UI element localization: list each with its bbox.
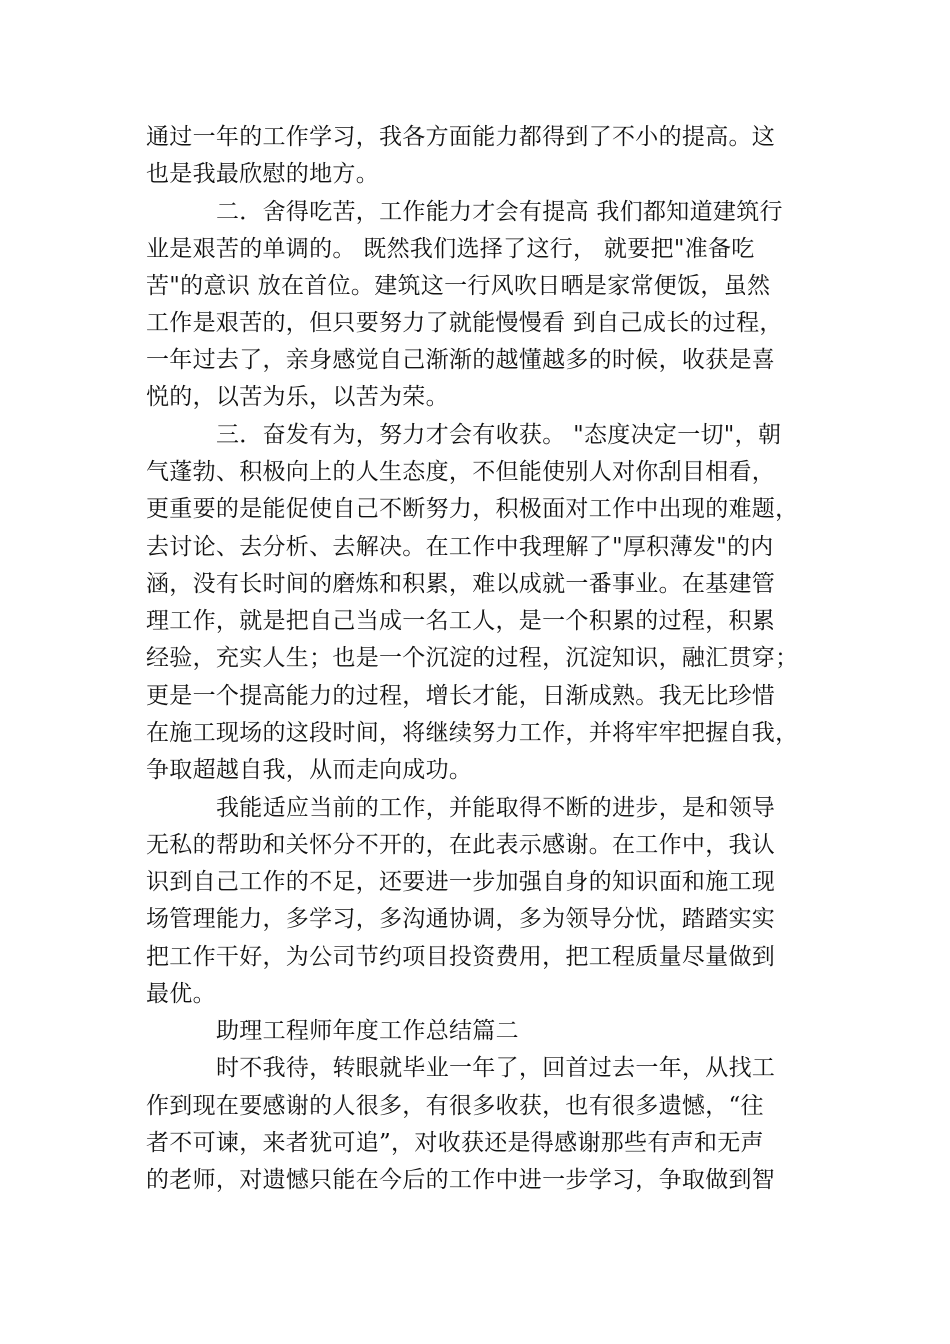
text-line: 更重要的是能促使自己不断努力，积极面对工作中出现的难题， — [146, 496, 799, 522]
text-line: 业是艰苦的单调的。 既然我们选择了这行， 就要把"准备吃 — [146, 236, 755, 262]
text-line: 时不我待，转眼就毕业一年了，回首过去一年，从找工 — [216, 1055, 776, 1081]
text-line: 的老师，对遗憾只能在今后的工作中进一步学习，争取做到智 — [146, 1167, 776, 1193]
text-line: 把工作干好，为公司节约项目投资费用，把工程质量尽量做到 — [146, 944, 776, 970]
section-heading: 助理工程师年度工作总结篇二 — [216, 1018, 519, 1044]
text-line: 无私的帮助和关怀分不开的，在此表示感谢。在工作中，我认 — [146, 832, 776, 858]
text-line: 工作是艰苦的，但只要努力了就能慢慢看 到自己成长的过程， — [146, 310, 783, 336]
text-line: 作到现在要感谢的人很多，有很多收获，也有很多遗憾，“往 — [146, 1093, 764, 1119]
text-line: 三．奋发有为，努力才会有收获。 "态度决定一切"，朝 — [216, 422, 782, 448]
text-line: 识到自己工作的不足，还要进一步加强自身的知识面和施工现 — [146, 869, 776, 895]
text-line: 场管理能力，多学习，多沟通协调，多为领导分忧，踏踏实实 — [146, 906, 776, 932]
text-line: 通过一年的工作学习，我各方面能力都得到了不小的提高。这 — [146, 124, 776, 150]
text-line: 二．舍得吃苦，工作能力才会有提高 我们都知道建筑行 — [216, 199, 783, 225]
text-line: 争取超越自我，从而走向成功。 — [146, 757, 473, 783]
text-line: 更是一个提高能力的过程，增长才能，日渐成熟。我无比珍惜 — [146, 683, 776, 709]
text-line: 理工作，就是把自己当成一名工人，是一个积累的过程，积累 — [146, 608, 776, 634]
text-line: 悦的，以苦为乐，以苦为荣。 — [146, 384, 449, 410]
text-line: 在施工现场的这段时间，将继续努力工作，并将牢牢把握自我， — [146, 720, 799, 746]
text-line: 经验，充实人生；也是一个沉淀的过程，沉淀知识，融汇贯穿； — [146, 645, 799, 671]
text-line: 一年过去了，亲身感觉自己渐渐的越懂越多的时候，收获是喜 — [146, 347, 776, 373]
text-line: 最优。 — [146, 981, 216, 1007]
text-line: 我能适应当前的工作，并能取得不断的进步，是和领导 — [216, 795, 776, 821]
text-line: 者不可谏，来者犹可追”，对收获还是得感谢那些有声和无声 — [146, 1130, 764, 1156]
text-line: 也是我最欣慰的地方。 — [146, 161, 379, 187]
text-line: 涵，没有长时间的磨炼和积累，难以成就一番事业。在基建管 — [146, 571, 776, 597]
text-line: 苦"的意识 放在首位。建筑这一行风吹日晒是家常便饭，虽然 — [146, 273, 771, 299]
text-line: 去讨论、去分析、去解决。在工作中我理解了"厚积薄发"的内 — [146, 534, 774, 560]
text-line: 气蓬勃、积极向上的人生态度，不但能使别人对你刮目相看， — [146, 459, 776, 485]
